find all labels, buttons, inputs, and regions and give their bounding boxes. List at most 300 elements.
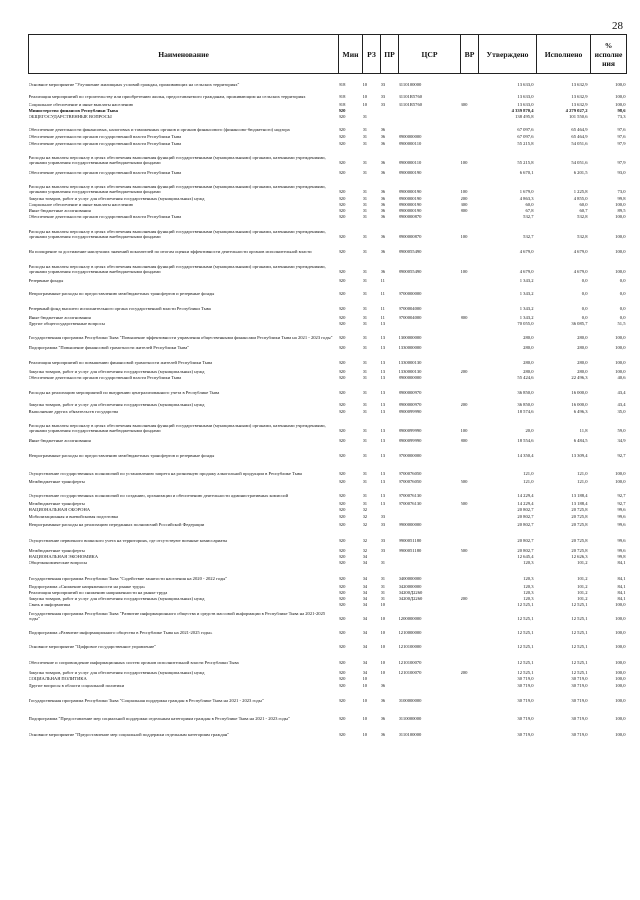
budget-execution-table — [28, 34, 627, 738]
row-executed: 22 496,3 — [571, 375, 588, 381]
row-min: 920 — [338, 160, 346, 166]
row-min: 920 — [338, 315, 346, 321]
row-approved: 120,3 — [523, 560, 534, 566]
row-rz: 02 — [362, 514, 368, 520]
row-executed: 101,2 — [577, 590, 588, 596]
row-min: 920 — [338, 660, 346, 666]
header-name: Наименование — [29, 35, 339, 74]
row-pr: 03 — [380, 548, 386, 554]
row-csr: 8900055490 — [398, 249, 422, 255]
table-row — [29, 477, 627, 485]
row-approved: 120,3 — [523, 576, 534, 582]
row-csr: 1330000130 — [398, 360, 422, 366]
row-rz: 10 — [362, 698, 368, 704]
row-executed: 30 719,0 — [571, 698, 588, 704]
budget-table-container — [28, 34, 626, 738]
row-pr: 13 — [380, 409, 386, 415]
row-approved: 4 339 870,4 — [511, 108, 534, 114]
row-rz: 04 — [362, 554, 368, 560]
row-rz: 01 — [362, 269, 368, 275]
row-vr — [461, 381, 479, 396]
row-min: 920 — [338, 234, 346, 240]
row-pr: 13 — [380, 375, 386, 381]
row-percent: 97,9 — [617, 160, 626, 166]
row-vr: 800 — [460, 315, 468, 321]
row-approved: 13 633,0 — [517, 82, 534, 88]
row-pr: 13 — [380, 501, 386, 507]
row-min: 920 — [338, 278, 346, 284]
table-row — [29, 566, 627, 582]
row-rz: 01 — [362, 202, 368, 208]
row-percent: 51,5 — [617, 321, 626, 327]
row-approved: 12 525,1 — [517, 644, 534, 650]
row-pr: 13 — [380, 453, 386, 459]
table-row — [29, 396, 627, 408]
row-min: 920 — [338, 644, 346, 650]
row-vr — [461, 408, 479, 415]
row-pr: 13 — [380, 493, 386, 499]
row-csr: 0400000000 — [398, 576, 422, 582]
row-rz: 01 — [362, 428, 368, 434]
row-pr: 03 — [380, 102, 386, 108]
row-percent: 100,0 — [615, 234, 626, 240]
table-row — [29, 341, 627, 351]
table-row — [29, 140, 627, 147]
row-rz: 04 — [362, 590, 368, 596]
row-percent: 100,0 — [615, 676, 626, 682]
table-row — [29, 147, 627, 166]
row-name: Государственная программа Республики Тыва "Развитие информационного общества и средств массовой информации в Республике Тыва на 2021-2025 годы" — [28, 610, 326, 622]
row-approved: 12 525,1 — [517, 630, 534, 636]
table-row — [29, 100, 627, 108]
row-percent: 43,4 — [617, 390, 626, 396]
row-name: Обеспечение деятельности органов государственной власти Республики Тыва — [28, 170, 182, 176]
row-vr — [461, 275, 479, 284]
row-csr: 9700000000 — [398, 291, 422, 297]
row-csr: 31101R5760 — [398, 94, 423, 100]
row-executed: 13 188,4 — [571, 493, 588, 499]
row-min: 920 — [338, 321, 346, 327]
row-min: 920 — [338, 390, 346, 396]
row-csr: 8900000110 — [398, 141, 422, 147]
row-approved: 36 850,0 — [517, 402, 534, 408]
row-csr: 1300000000 — [398, 335, 422, 341]
row-percent: 100,0 — [615, 102, 626, 108]
row-csr: 8900099990 — [398, 428, 422, 434]
row-percent: 93,0 — [617, 170, 626, 176]
table-row — [29, 88, 627, 100]
row-executed: 54 051,6 — [571, 141, 588, 147]
row-vr: 100 — [460, 428, 468, 434]
row-csr: 31101R5760 — [398, 102, 423, 108]
row-csr: 1330000000 — [398, 345, 422, 351]
row-executed: 12 525,1 — [571, 602, 588, 608]
row-percent: 100,0 — [615, 630, 626, 636]
row-name: Осуществление первичного воинского учета на территориях, где отсутствуют военные комиссариаты — [28, 538, 228, 544]
row-executed: 0,0 — [581, 315, 588, 321]
row-min: 920 — [338, 114, 346, 120]
row-min: 920 — [338, 291, 346, 297]
row-min: 920 — [338, 732, 346, 738]
row-name: Основное мероприятие "Цифровое государственное управление" — [28, 644, 157, 650]
row-name: ОБЩЕГОСУДАРСТВЕННЫЕ ВОПРОСЫ — [28, 114, 112, 120]
row-min: 920 — [338, 134, 346, 140]
row-percent: 100,0 — [615, 249, 626, 255]
row-executed: 121,0 — [577, 479, 588, 485]
row-name: Социальное обеспечение и иные выплаты населению — [28, 202, 134, 208]
row-min: 918 — [338, 82, 346, 88]
row-executed: 65 464,9 — [571, 134, 588, 140]
table-row — [29, 176, 627, 195]
row-pr: 06 — [380, 160, 386, 166]
row-rz: 01 — [362, 479, 368, 485]
row-min: 920 — [338, 479, 346, 485]
row-pr: 13 — [380, 335, 386, 341]
row-percent: 100,0 — [615, 732, 626, 738]
row-pr: 01 — [380, 560, 386, 566]
row-min: 920 — [338, 170, 346, 176]
row-approved: 67 097,6 — [517, 134, 534, 140]
row-executed: 12 525,1 — [571, 660, 588, 666]
row-csr: 3110100000 — [398, 82, 422, 88]
row-min: 920 — [338, 683, 346, 689]
row-approved: 12 525,1 — [517, 660, 534, 666]
row-executed: 4 279 027,2 — [565, 108, 588, 114]
row-pr: 10 — [380, 644, 386, 650]
table-row — [29, 499, 627, 507]
table-row — [29, 195, 627, 202]
row-name: СОЦИАЛЬНАЯ ПОЛИТИКА — [28, 676, 87, 682]
row-executed: 12 525,1 — [571, 670, 588, 676]
row-csr: 8900000190 — [398, 208, 422, 214]
row-name: НАЦИОНАЛЬНАЯ ЭКОНОМИКА — [28, 554, 99, 560]
row-name: Социальное обеспечение и иные выплаты населению — [28, 102, 134, 108]
row-name: Другие общегосударственные вопросы — [28, 321, 105, 327]
row-rz: 01 — [362, 196, 368, 202]
row-approved: 280,0 — [523, 369, 534, 375]
row-min: 920 — [338, 514, 346, 520]
row-pr: 03 — [380, 82, 386, 88]
row-approved: 12 525,1 — [517, 616, 534, 622]
table-row — [29, 485, 627, 499]
header-vr: ВР — [461, 35, 479, 74]
row-executed: 0,0 — [581, 306, 588, 312]
row-csr — [399, 682, 461, 689]
row-rz: 01 — [362, 315, 368, 321]
row-vr — [461, 682, 479, 689]
table-row — [29, 513, 627, 520]
row-csr — [399, 513, 461, 520]
row-name: Непрограммные расходы на реализацию переданных полномочий Российской Федерации — [28, 522, 205, 528]
row-executed: 13 632,9 — [571, 82, 588, 88]
row-executed: 65 464,9 — [571, 127, 588, 133]
row-vr: 500 — [460, 501, 468, 507]
row-rz: 01 — [362, 278, 368, 284]
row-csr: 8900099990 — [398, 409, 422, 415]
row-name: Расходы на выплаты персоналу в целях обеспечения выполнения функций государственными (муниципальными) органами, казенными учреждениями, органами управления государственными внебюджетными фондами — [28, 228, 326, 240]
row-vr — [461, 327, 479, 341]
row-rz: 01 — [362, 402, 368, 408]
row-min: 920 — [338, 501, 346, 507]
row-pr: 01 — [380, 590, 386, 596]
row-pr: 06 — [380, 208, 386, 214]
table-row — [29, 444, 627, 459]
row-pr: 06 — [380, 683, 386, 689]
row-rz: 01 — [362, 189, 368, 195]
row-percent: 100,0 — [615, 616, 626, 622]
row-min: 920 — [338, 596, 346, 602]
row-vr — [461, 650, 479, 666]
row-csr: 0110000000 — [398, 716, 422, 722]
row-name: Мобилизационная и вневойсковая подготовка — [28, 514, 119, 520]
row-csr: 1210100070 — [398, 660, 422, 666]
row-name: Межбюджетные трансферты — [28, 479, 85, 485]
row-pr: 10 — [380, 616, 386, 622]
row-executed: 532,8 — [577, 234, 588, 240]
row-pr: 13 — [380, 321, 386, 327]
row-rz: 01 — [362, 306, 368, 312]
row-csr — [399, 275, 461, 284]
row-min: 920 — [338, 141, 346, 147]
table-row — [29, 166, 627, 176]
row-executed: 101,2 — [577, 584, 588, 590]
header-approved: Утверждено — [479, 35, 537, 74]
row-approved: 30 719,0 — [517, 676, 534, 682]
row-rz: 01 — [362, 127, 368, 133]
row-executed: 12 525,1 — [571, 630, 588, 636]
row-vr — [461, 133, 479, 140]
row-approved: 12 525,1 — [517, 670, 534, 676]
row-min: 920 — [338, 493, 346, 499]
row-approved: 36 850,0 — [517, 390, 534, 396]
row-percent: 73,3 — [617, 114, 626, 120]
row-pr: 11 — [380, 306, 385, 312]
row-rz: 10 — [362, 82, 368, 88]
row-executed: 280,0 — [577, 335, 588, 341]
row-percent: 0,0 — [619, 291, 626, 297]
row-percent: 97,9 — [617, 141, 626, 147]
row-percent: 97,6 — [617, 134, 626, 140]
row-executed: 20 725,8 — [571, 522, 588, 528]
row-approved: 18 554,6 — [517, 438, 534, 444]
row-percent: 84,1 — [617, 596, 626, 602]
row-vr: 100 — [460, 234, 468, 240]
row-rz: 04 — [362, 602, 368, 608]
row-executed: 11,8 — [579, 428, 588, 434]
table-row — [29, 608, 627, 622]
row-rz: 01 — [362, 160, 368, 166]
row-min: 920 — [338, 670, 346, 676]
row-min: 920 — [338, 548, 346, 554]
row-vr — [461, 622, 479, 636]
row-percent: 100,0 — [615, 716, 626, 722]
row-pr: 13 — [380, 345, 386, 351]
row-percent: 100,0 — [615, 602, 626, 608]
row-vr — [461, 444, 479, 459]
row-approved: 55 424,6 — [517, 375, 534, 381]
row-vr: 500 — [460, 479, 468, 485]
row-min: 920 — [338, 507, 346, 513]
row-name: Осуществление государственных полномочий по установлению запрета на розничную продажу алкогольной продукции в Республике Тыва — [28, 471, 302, 477]
row-csr: 9700076050 — [398, 479, 422, 485]
row-min: 920 — [338, 698, 346, 704]
row-approved: 120,3 — [523, 590, 534, 596]
row-name: Обеспечение деятельности органов государственной власти Республики Тыва — [28, 375, 182, 381]
row-pr: 06 — [380, 234, 386, 240]
row-executed: 30 719,0 — [571, 676, 588, 682]
row-pr: 06 — [380, 141, 386, 147]
row-percent: 100,0 — [615, 214, 626, 220]
row-csr: 9900051180 — [398, 548, 422, 554]
row-vr: 200 — [460, 196, 468, 202]
row-approved: 20,0 — [525, 428, 534, 434]
row-pr: 11 — [380, 278, 385, 284]
table-row — [29, 366, 627, 375]
row-executed: 20 725,8 — [571, 538, 588, 544]
row-vr — [461, 120, 479, 133]
row-rz: 02 — [362, 538, 368, 544]
row-approved: 30 719,0 — [517, 683, 534, 689]
row-vr: 800 — [460, 208, 468, 214]
table-row — [29, 327, 627, 341]
row-approved: 532,7 — [523, 234, 534, 240]
row-name: Государственная программа Республики Тыва "Социальная поддержка граждан в Республике Тыва на 2021 - 2023 годы" — [28, 698, 264, 704]
row-csr: 04200Д2260 — [398, 596, 423, 602]
header-percent: % исполне ния — [591, 35, 627, 74]
row-vr: 100 — [460, 160, 468, 166]
row-min: 920 — [338, 269, 346, 275]
row-approved: 4 679,0 — [519, 249, 534, 255]
row-vr — [461, 520, 479, 528]
row-executed: 12 525,1 — [571, 644, 588, 650]
row-percent: 59,0 — [617, 428, 626, 434]
row-vr: 300 — [460, 102, 468, 108]
row-percent: 0,0 — [619, 278, 626, 284]
row-name: Закупка товаров, работ и услуг для обеспечения государственных (муниципальных) нужд — [28, 596, 205, 602]
row-executed: 280,0 — [577, 369, 588, 375]
row-approved: 4 863,3 — [519, 196, 534, 202]
row-rz: 01 — [362, 141, 368, 147]
row-percent: 100,0 — [615, 670, 626, 676]
row-min: 918 — [338, 102, 346, 108]
row-rz: 04 — [362, 576, 368, 582]
row-percent: 99,6 — [617, 514, 626, 520]
row-name: Резервные фонды — [28, 278, 64, 284]
row-vr — [461, 74, 479, 88]
row-percent: 99,8 — [617, 554, 626, 560]
row-name: На поощрение за достижение наилучших значений показателей по итогам оценки эффективности деятельности органов исполнительной власти — [28, 249, 312, 255]
row-percent: 99,6 — [617, 507, 626, 513]
row-pr: 13 — [380, 438, 386, 444]
row-percent: 100,0 — [615, 479, 626, 485]
row-executed: 60,0 — [579, 202, 588, 208]
row-name: Межбюджетные трансферты — [28, 548, 85, 554]
row-percent: 100,0 — [615, 345, 626, 351]
row-vr: 100 — [460, 269, 468, 275]
row-min: 920 — [338, 108, 346, 114]
row-name: Расходы на выплаты персоналу в целях обеспечения выполнения функций государственными (муниципальными) органами, казенными учреждениями, органами управления государственными внебюджетными фондами — [28, 263, 326, 275]
table-row — [29, 582, 627, 590]
row-executed: 13 632,9 — [571, 94, 588, 100]
row-executed: 30 719,0 — [571, 732, 588, 738]
row-min: 920 — [338, 560, 346, 566]
table-row — [29, 459, 627, 477]
row-approved: 67 097,6 — [517, 127, 534, 133]
row-approved: 120,3 — [523, 584, 534, 590]
table-row — [29, 381, 627, 396]
row-pr: 06 — [380, 127, 386, 133]
row-executed: 532,8 — [577, 214, 588, 220]
row-percent: 92,7 — [617, 453, 626, 459]
row-rz: 10 — [362, 676, 368, 682]
row-rz: 02 — [362, 548, 368, 554]
row-min: 920 — [338, 202, 346, 208]
row-pr: 06 — [380, 698, 386, 704]
row-percent: 100,0 — [615, 94, 626, 100]
header-executed: Исполнено — [537, 35, 591, 74]
row-approved: 12 645,4 — [517, 554, 534, 560]
row-percent: 92,7 — [617, 501, 626, 507]
row-executed: 121,0 — [577, 471, 588, 477]
row-pr: 06 — [380, 196, 386, 202]
row-name: Закупка товаров, работ и услуг для обеспечения государственных (муниципальных) нужд — [28, 196, 205, 202]
row-executed: 16 000,0 — [571, 402, 588, 408]
row-approved: 280,0 — [523, 335, 534, 341]
row-vr — [461, 297, 479, 312]
row-min: 920 — [338, 306, 346, 312]
row-vr: 500 — [460, 548, 468, 554]
row-executed: 20 725,8 — [571, 507, 588, 513]
row-vr — [461, 485, 479, 499]
row-rz: 10 — [362, 683, 368, 689]
row-name: Иные бюджетные ассигнования — [28, 438, 91, 444]
row-min: 920 — [338, 554, 346, 560]
row-rz: 01 — [362, 291, 368, 297]
row-vr — [461, 566, 479, 582]
row-executed: 60,7 — [579, 208, 588, 214]
row-name: Подпрограмма "Предоставление мер социальной поддержки отдельным категориям граждан в Республике Тыва на 2021 - 2023 годы" — [28, 716, 290, 722]
row-executed: 4 679,0 — [573, 269, 588, 275]
row-vr — [461, 341, 479, 351]
row-percent: 84,1 — [617, 590, 626, 596]
row-min: 920 — [338, 716, 346, 722]
row-percent: 100,0 — [615, 369, 626, 375]
row-csr: 8900000190 — [398, 170, 422, 176]
header-min: Мин — [339, 35, 363, 74]
row-rz: 04 — [362, 670, 368, 676]
row-csr: 8900000970 — [398, 402, 422, 408]
row-pr: 06 — [380, 170, 386, 176]
table-row — [29, 312, 627, 321]
table-row — [29, 284, 627, 297]
row-vr: 800 — [460, 438, 468, 444]
row-csr: 8900000970 — [398, 390, 422, 396]
row-csr: 1210000000 — [398, 630, 422, 636]
row-min: 920 — [338, 453, 346, 459]
row-approved: 120,3 — [523, 596, 534, 602]
row-name: Расходы на реализацию мероприятий по внедрению централизованного учета в Республике Тыва — [28, 390, 220, 396]
row-csr: 8900000190 — [398, 189, 422, 195]
row-csr: 8900000000 — [398, 134, 422, 140]
row-percent: 84,1 — [617, 576, 626, 582]
row-executed: 4 679,0 — [573, 249, 588, 255]
row-executed: 36 085,7 — [571, 321, 588, 327]
row-rz: 01 — [362, 369, 368, 375]
row-name: Подпрограмма "Повышение финансовой грамотности жителей Республики Тыва" — [28, 345, 190, 351]
row-percent: 100,0 — [615, 471, 626, 477]
row-csr: 8900000190 — [398, 196, 422, 202]
row-name: Выполнение других обязательств государства — [28, 409, 119, 415]
